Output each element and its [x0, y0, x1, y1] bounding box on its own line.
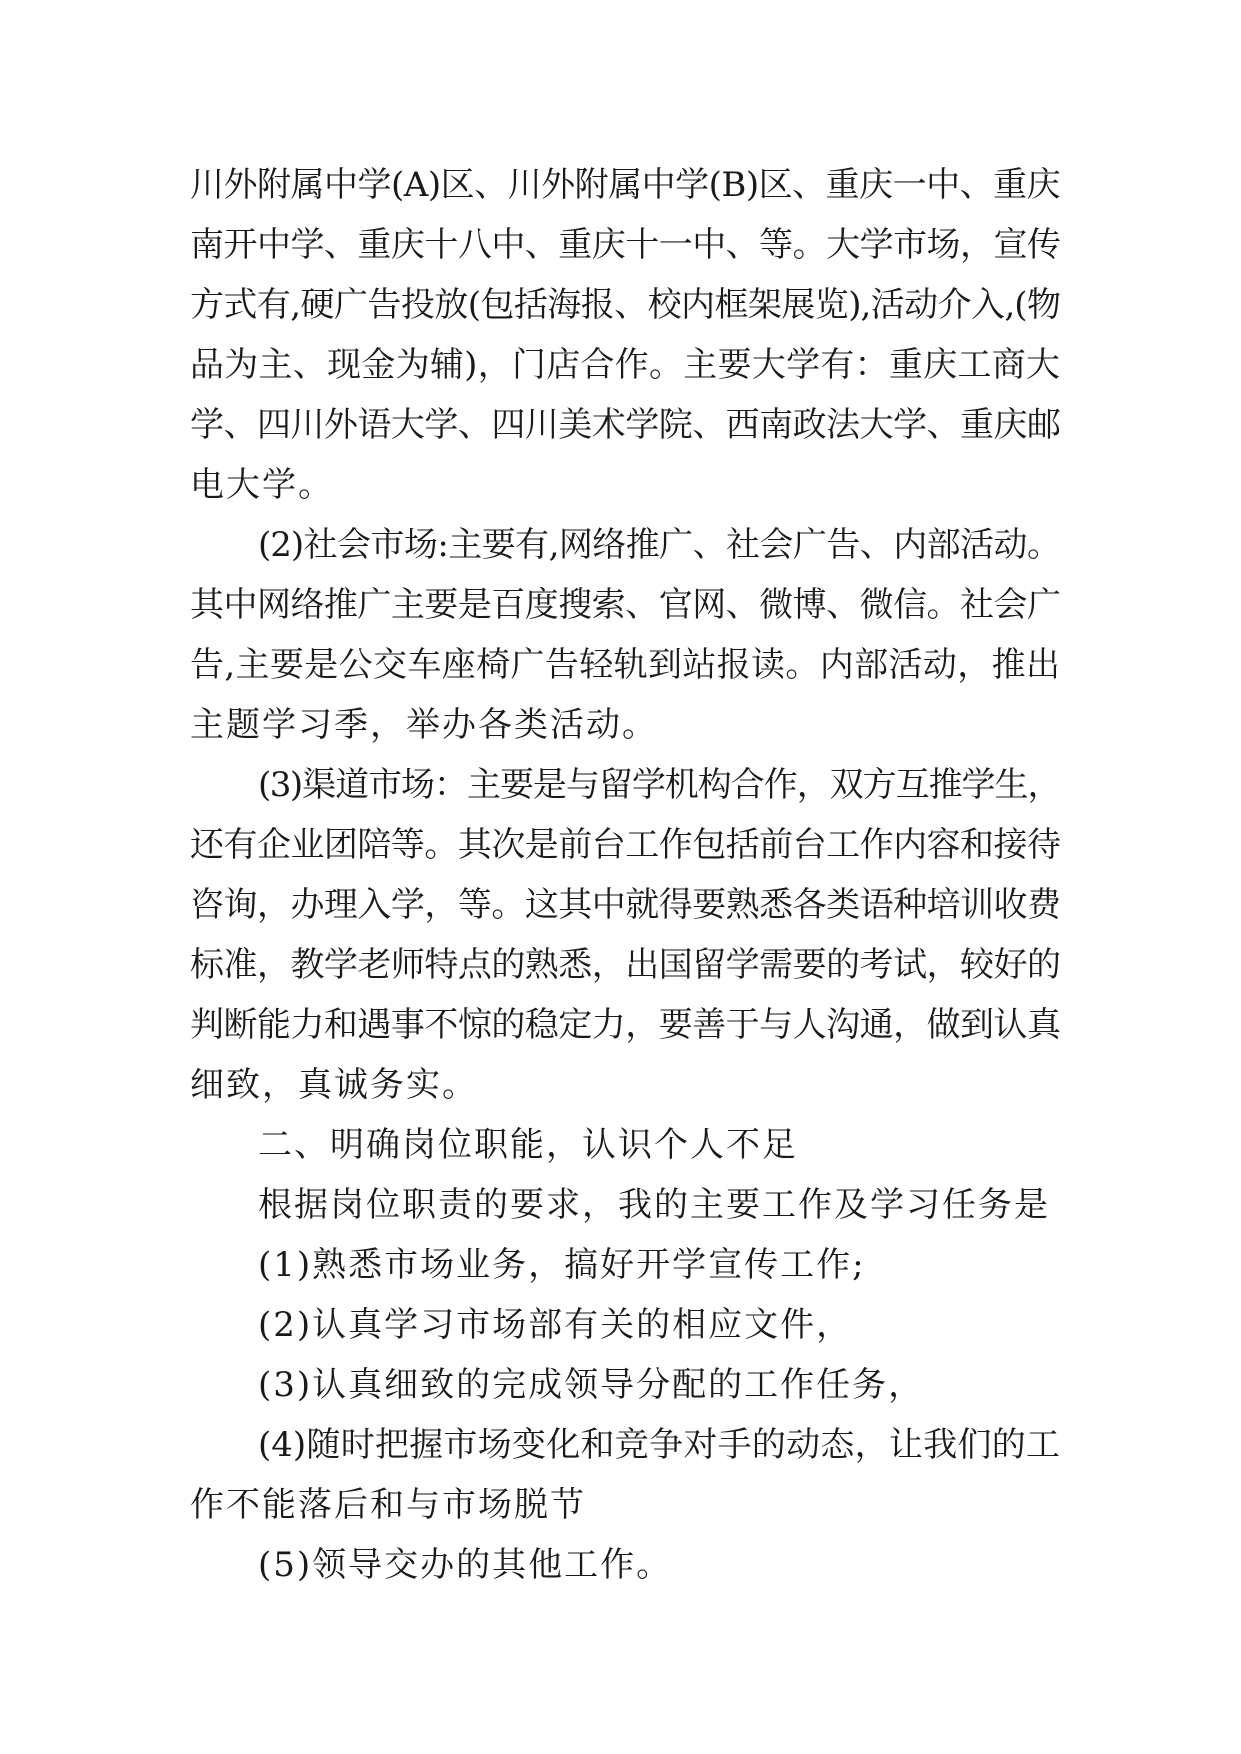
text-line: (3)认真细致的完成领导分配的工作任务，: [258, 1365, 925, 1405]
text-line: 根据岗位职责的要求，我的主要工作及学习任务是: [258, 1185, 1050, 1225]
text-line: 告,主要是公交车座椅广告轻轨到站报读。内部活动，推出: [190, 645, 1060, 685]
text-line: 方式有,硬广告投放(包括海报、校内框架展览),活动介入,(物: [190, 285, 1060, 325]
text-line: (5)领导交办的其他工作。: [258, 1545, 673, 1585]
document-body: [190, 155, 1060, 1595]
text-line: 判断能力和遇事不惊的稳定力，要善于与人沟通，做到认真: [190, 1005, 1060, 1045]
text-line: (4)随时把握市场变化和竞争对手的动态，让我们的工: [258, 1425, 1060, 1465]
text-line: 还有企业团陪等。其次是前台工作包括前台工作内容和接待: [190, 825, 1060, 865]
text-line: 细致，真诚务实。: [190, 1065, 478, 1105]
text-line: (3)渠道市场：主要是与留学机构合作，双方互推学生，: [258, 765, 1060, 805]
text-line: 电大学。: [190, 465, 334, 505]
text-line: 其中网络推广主要是百度搜索、官网、微博、微信。社会广: [190, 585, 1060, 625]
text-line: 川外附属中学(A)区、川外附属中学(B)区、重庆一中、重庆: [190, 165, 1061, 205]
text-line: 学、四川外语大学、四川美术学院、西南政法大学、重庆邮: [190, 405, 1060, 445]
text-line: 咨询，办理入学，等。这其中就得要熟悉各类语种培训收费: [190, 885, 1060, 925]
text-line: 作不能落后和与市场脱节: [190, 1485, 586, 1525]
text-line: 主题学习季，举办各类活动。: [190, 705, 658, 745]
text-line: (2)认真学习市场部有关的相应文件，: [258, 1305, 853, 1345]
text-line: (2)社会市场:主要有,网络推广、社会广告、内部活动。: [258, 525, 1060, 565]
text-line: (1)熟悉市场业务，搞好开学宣传工作;: [258, 1245, 866, 1285]
text-line: 南开中学、重庆十八中、重庆十一中、等。大学市场，宣传: [190, 225, 1060, 265]
text-line: 品为主、现金为辅)，门店合作。主要大学有：重庆工商大: [190, 345, 1060, 385]
text-line: 标准，教学老师特点的熟悉，出国留学需要的考试，较好的: [190, 945, 1060, 985]
text-line: 二、明确岗位职能，认识个人不足: [258, 1125, 798, 1165]
